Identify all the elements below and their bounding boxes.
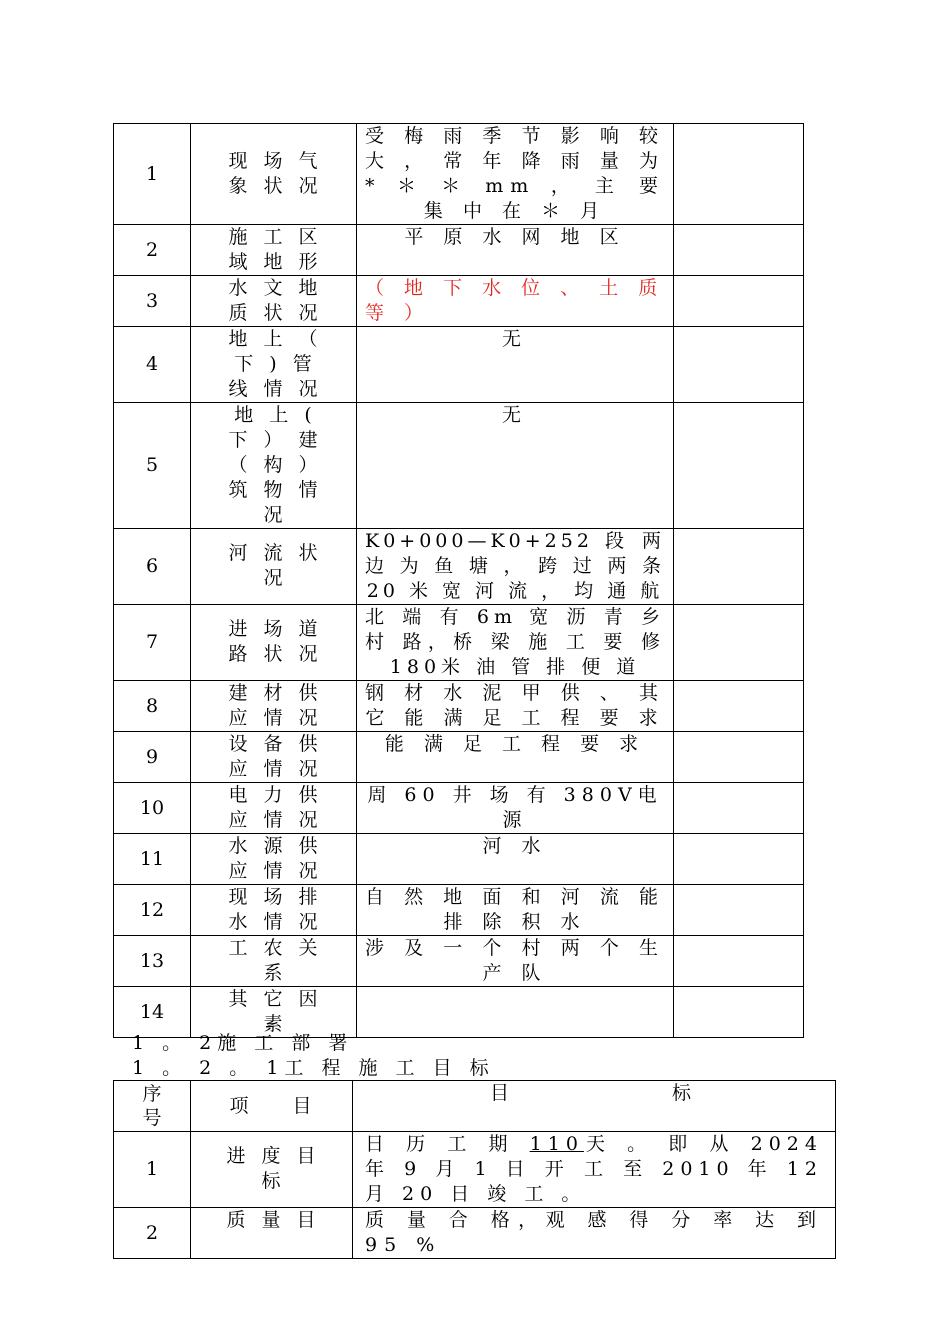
row-number: 11 — [114, 834, 191, 885]
target-text: 质 量 合 格，观 感 得 分 率 达 到 95 % — [365, 1209, 823, 1256]
row-remark — [674, 529, 804, 605]
row-value: （ 地 下 水 位 、 土 质 等 ） — [357, 276, 674, 327]
row-remark — [674, 681, 804, 732]
row-number: 12 — [114, 885, 191, 936]
row-remark — [674, 834, 804, 885]
table-row — [114, 936, 804, 987]
header-item: 项 目 — [191, 1081, 353, 1132]
row-item: 水 源 供 应 情 况 — [191, 834, 357, 885]
table-row — [114, 1132, 836, 1208]
row-number: 10 — [114, 783, 191, 834]
row-remark — [674, 124, 804, 225]
row-number: 13 — [114, 936, 191, 987]
header-number: 序 号 — [114, 1081, 191, 1132]
section-heading: 1 。 2施 工 部 署 — [132, 1032, 354, 1054]
target-text: 日 历 工 期 — [365, 1133, 530, 1155]
row-number: 6 — [114, 529, 191, 605]
table-header-row — [114, 1081, 836, 1132]
table-row — [114, 225, 804, 276]
row-item: 河 流 状 况 — [191, 529, 357, 605]
row-item: 质 量 目 — [191, 1208, 353, 1259]
row-item: 地 上 ( 下 ） 建 （ 构 ） 筑 物 情 况 — [191, 403, 357, 529]
table-row — [114, 783, 804, 834]
row-remark — [674, 605, 804, 681]
table-row — [114, 885, 804, 936]
row-remark — [674, 987, 804, 1038]
row-item: 水 文 地 质 状 况 — [191, 276, 357, 327]
table-row — [114, 987, 804, 1038]
row-number: 8 — [114, 681, 191, 732]
site-conditions-table — [113, 123, 804, 1038]
row-value: 能 满 足 工 程 要 求 — [357, 732, 674, 783]
row-remark — [674, 403, 804, 529]
row-item: 进 场 道 路 状 况 — [191, 605, 357, 681]
header-target: 目 标 — [353, 1081, 836, 1132]
row-number: 3 — [114, 276, 191, 327]
row-item: 现 场 排 水 情 况 — [191, 885, 357, 936]
row-number: 14 — [114, 987, 191, 1038]
row-item: 建 材 供 应 情 况 — [191, 681, 357, 732]
row-item: 施 工 区 域 地 形 — [191, 225, 357, 276]
row-value — [357, 987, 674, 1038]
row-number: 2 — [114, 1208, 191, 1259]
table-row — [114, 529, 804, 605]
table-row — [114, 605, 804, 681]
table-row — [114, 276, 804, 327]
row-value: 北 端 有 6m 宽 沥 青 乡 村 路，桥 梁 施 工 要 修 180米 油 管 排 便 道 — [357, 605, 674, 681]
row-value: K0+000—K0+252 段 两 边 为 鱼 塘 ， 跨 过 两 条 20 米 宽 河 流 ， 均 通 航 — [357, 529, 674, 605]
table-row — [114, 327, 804, 403]
row-value: 平 原 水 网 地 区 — [357, 225, 674, 276]
row-value: 受 梅 雨 季 节 影 响 较 大 ， 常 年 降 雨 量 为 * ＊ ＊ mm ， 主 要 集 中 在 ＊ 月 — [357, 124, 674, 225]
table-row — [114, 834, 804, 885]
row-item: 地 上 （ 下 ) 管 线 情 况 — [191, 327, 357, 403]
row-remark — [674, 327, 804, 403]
row-item: 其 它 因 素 — [191, 987, 357, 1038]
row-value: 无 — [357, 327, 674, 403]
row-target — [353, 1132, 836, 1208]
table-row — [114, 732, 804, 783]
row-remark — [674, 276, 804, 327]
row-remark — [674, 885, 804, 936]
row-value: 自 然 地 面 和 河 流 能 排 除 积 水 — [357, 885, 674, 936]
target-text: 天 。 即 从 2024 年 9 月 1 日 开 工 至 2010 年 12 月 20 日 竣 工 。 — [365, 1133, 823, 1205]
row-item: 电 力 供 应 情 况 — [191, 783, 357, 834]
construction-goals-table — [113, 1080, 836, 1259]
row-remark — [674, 732, 804, 783]
row-value: 周 60 井 场 有 380V电 源 — [357, 783, 674, 834]
row-number: 5 — [114, 403, 191, 529]
row-number: 2 — [114, 225, 191, 276]
row-value: 涉 及 一 个 村 两 个 生 产 队 — [357, 936, 674, 987]
row-number: 1 — [114, 1132, 191, 1208]
row-target — [353, 1208, 836, 1259]
row-value: 河 水 — [357, 834, 674, 885]
row-remark — [674, 225, 804, 276]
target-days: 110 — [529, 1133, 584, 1155]
table-row — [114, 403, 804, 529]
row-item: 设 备 供 应 情 况 — [191, 732, 357, 783]
subsection-heading: 1 。 2 。 1工 程 施 工 目 标 — [132, 1057, 495, 1079]
row-number: 9 — [114, 732, 191, 783]
row-remark — [674, 936, 804, 987]
row-value: 钢 材 水 泥 甲 供 、 其 它 能 满 足 工 程 要 求 — [357, 681, 674, 732]
row-value: 无 — [357, 403, 674, 529]
row-remark — [674, 783, 804, 834]
row-item: 进 度 目 标 — [191, 1132, 353, 1208]
table-row — [114, 681, 804, 732]
table-row — [114, 124, 804, 225]
row-item: 工 农 关 系 — [191, 936, 357, 987]
row-item: 现 场 气 象 状 况 — [191, 124, 357, 225]
row-number: 7 — [114, 605, 191, 681]
row-number: 1 — [114, 124, 191, 225]
row-number: 4 — [114, 327, 191, 403]
table-row — [114, 1208, 836, 1259]
